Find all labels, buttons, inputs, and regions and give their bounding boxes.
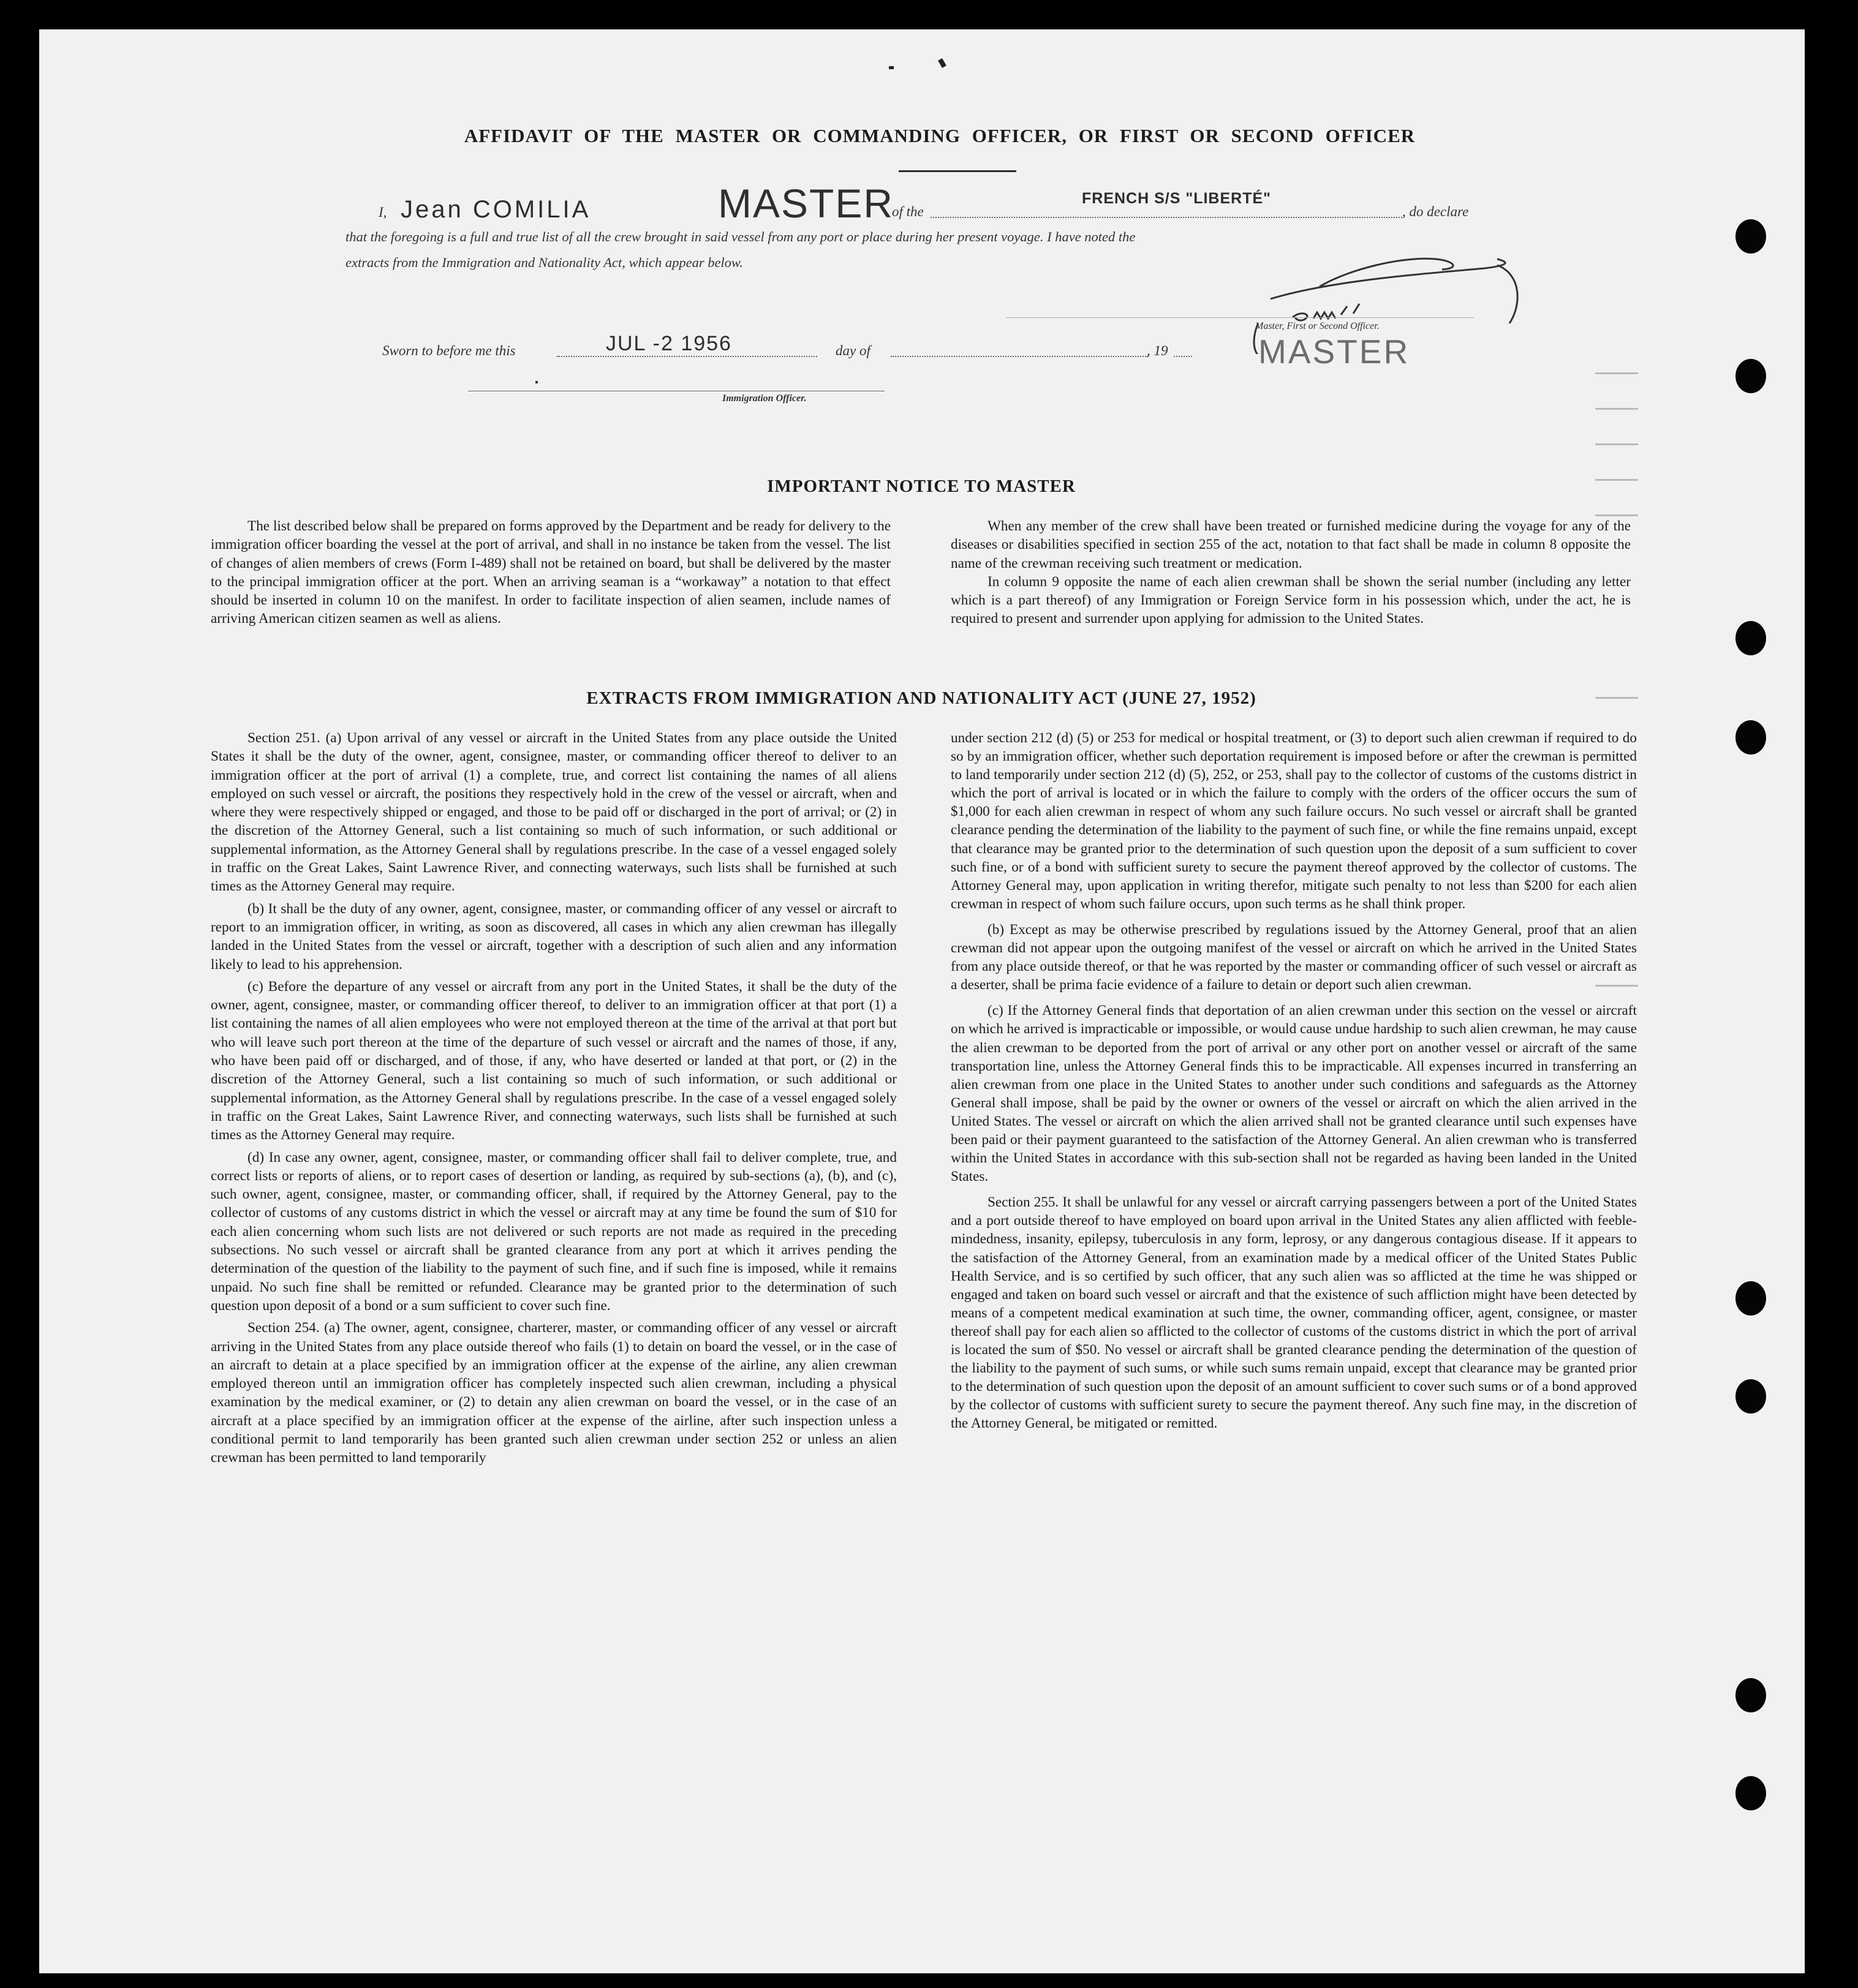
bleed-through-mark (1595, 443, 1638, 445)
bleed-through-mark (1595, 514, 1638, 516)
section-254b: (b) Except as may be otherwise prescribed by regulations issued by the Attorney General, proof that an alien crewman did not appear upon the outgoing manifest of the vessel or aircraft on which he arrived in the United States from any place outside thereof, or that he was reported by the master or commanding officer of such vessel or aircraft as a deserter, shall be prima facie evidence of a failure to detain or deport such alien crewman. (951, 921, 1637, 993)
vessel-name: FRENCH S/S "LIBERTÉ" (1082, 190, 1272, 207)
notice-right-paragraph-2: In column 9 opposite the name of each alien crewman shall be shown the serial number (including any letter which is a part thereof) of any Immigration or Foreign Service form in his possession which, under the act, he is required to present and surrender upon applying for admission to the United States. (951, 573, 1631, 627)
extracts-right-column (951, 729, 1637, 1433)
master-stamp: MASTER (1258, 333, 1410, 371)
officer-caption: Immigration Officer. (722, 393, 807, 404)
binder-hole (1735, 1776, 1766, 1810)
ink-speck (938, 58, 946, 68)
year-prefix: , 19 (1147, 343, 1168, 358)
bleed-through-mark (1595, 372, 1638, 374)
notice-left-column (211, 517, 891, 628)
of-the-label: of the (892, 204, 924, 219)
month-line (891, 356, 1148, 357)
master-title-handwritten: MASTER (718, 181, 894, 226)
bleed-through-mark (1595, 697, 1638, 699)
section-251a: Section 251. (a) Upon arrival of any vessel or aircraft in the United States from any place outside the United States it shall be the duty of the owner, agent, consignee, master, or commanding officer thereof to deliver to an immigration officer at the port of arrival (1) a complete, true, and correct list containing the names of all aliens employed on such vessel or aircraft, the positions they respectively hold in the crew of the vessel or aircraft, when and where they were respectively shipped or engaged, and those to be paid off or discharged in the port of arrival; or (2) in the discretion of the Attorney General, such a list containing so much of such information, or such additional or supplemental information, as the Attorney General shall by regulations prescribe. In the case of a vessel engaged solely in traffic on the Great Lakes, Saint Lawrence River, and connecting waterways, such lists shall be furnished at such times as the Attorney General may require. (211, 730, 897, 895)
title-rule (899, 170, 1016, 172)
master-name: Jean COMILIA (401, 196, 591, 223)
extracts-left-column (211, 729, 897, 1467)
extracts-heading: EXTRACTS FROM IMMIGRATION AND NATIONALITY ACT (JUNE 27, 1952) (586, 688, 1256, 708)
ink-speck (889, 66, 894, 69)
officer-signature-tick (535, 381, 538, 383)
bleed-through-mark (1595, 408, 1638, 410)
section-251c: (c) Before the departure of any vessel or aircraft from any port in the United States, it shall be the duty of the owner, agent, consignee, master, or commanding officer thereof, to deliver to an immigration officer at that port (1) a list containing the names of all alien employees who were not employed thereon at the time of the arrival at that port but who will leave such port thereon at the time of the departure of such vessel or aircraft and the names of those, if any, who have been paid off or discharged, and of those, if any, who have deserted or landed at that port, or (2) in the discretion of the Attorney General, such a list containing so much of such information, or such additional or supplemental information, as the Attorney General shall by regulations prescribe. In the case of a vessel engaged solely in traffic on the Great Lakes, Saint Lawrence River, and connecting waterways, such lists shall be furnished at such times as the Attorney General may require. (211, 978, 897, 1143)
section-254a-continued: under section 212 (d) (5) or 253 for medical or hospital treatment, or (3) to deport such alien crewman if required to do so by an immigration officer, whether such deportation requirement is imposed before or after the crewman is permitted to land temporarily under section 212 (d) (5), 252, or 253, shall pay to the collector of customs of the customs district in which the port of arrival is located or in which the failure to comply with the orders of the officer occurs the sum of $1,000 for each alien crewman in respect of whom any such failure occurs. No such vessel or aircraft shall be granted clearance pending the determination of the liability to the payment of such fine, or while the fine remains unpaid, except that clearance may be granted prior to the determination of such question upon the deposit of a sum sufficient to cover such fine, or of a bond with sufficient surety to secure the payment thereof approved by the collector of customs. The Attorney General may, upon application in writing therefor, mitigate such penalty to not less than $200 for each alien crewman in respect of whom such failure occurs, upon such terms as he shall think proper. (951, 730, 1637, 912)
do-declare-label: , do declare (1402, 204, 1469, 219)
sworn-prefix: Sworn to before me this (382, 343, 516, 358)
binder-hole (1735, 720, 1766, 755)
declaration-line-1: that the foregoing is a full and true list of all the crew brought in said vessel from any port or place during her present voyage. I have noted the (346, 229, 1136, 244)
affidavit-title: AFFIDAVIT OF THE MASTER OR COMMANDING OFFICER, OR FIRST OR SECOND OFFICER (464, 125, 1416, 146)
section-254c: (c) If the Attorney General finds that deportation of an alien crewman under this section on the vessel or aircraft on which he arrived is impracticable or impossible, or would cause undue hardship to such alien crewman, he may cause the alien crewman to be deported from the port of arrival or any other port on another vessel or aircraft of the same transportation line, unless the Attorney General finds this to be impracticable. All expenses incurred in transferring an alien crewman from one place in the United States to another under such conditions and safeguards as the Attorney General shall impose, shall be paid by the owner or owners of the vessel or aircraft on which the alien arrived in the United States. The vessel or aircraft on which the alien arrived shall not be granted clearance until such expenses have been paid or their payment guaranteed to the satisfaction of the Attorney General. An alien crewman who is transferred within the United States in accordance with this sub-section shall not be regarded as having been landed in the United States. (951, 1003, 1637, 1185)
section-251d: (d) In case any owner, agent, consignee, master, or commanding officer shall fail to deliver complete, true, and correct lists or reports of aliens, or to report cases of desertion or landing, as required by sub-sections (a), (b), and (c), such owner, agent, consignee, master, or commanding officer, shall, if required by the Attorney General, pay to the collector of customs of any customs district in which the vessel or aircraft may at any time be found the sum of $10 for each alien concerning whom such lists are not delivered or such reports are not made as required in the preceding subsections. No such vessel or aircraft shall be granted clearance from any port at which it arrives pending the determination of the question of the liability to the payment of such fine, and if such fine is imposed, while it remains unpaid. No such fine shall be remitted or refunded. Clearance may be granted prior to the determination of such question upon deposit of a bond or a sum sufficient to cover such fine. (211, 1149, 897, 1314)
sworn-date-line (557, 356, 817, 357)
binder-hole (1735, 1678, 1766, 1712)
bleed-through-mark (1595, 479, 1638, 481)
signature-caption: Master, First or Second Officer. (1255, 321, 1380, 331)
notice-left-paragraph: The list described below shall be prepared on forms approved by the Department and be ready for delivery to the immigration officer boarding the vessel at the port of arrival, and shall in no instance be taken from the vessel. The list of changes of alien members of crews (Form I-489) shall not be retained on board, but shall be delivered by the master to the principal immigration officer at the port. When an arriving seaman is a “workaway” a notation to that effect should be inserted in column 10 on the manifest. In order to facilitate inspection of alien seamen, include names of arriving American citizen seamen as well as aliens. (211, 518, 891, 627)
notice-heading: IMPORTANT NOTICE TO MASTER (767, 476, 1076, 496)
day-of-label: day of (836, 343, 870, 358)
year-line (1174, 356, 1192, 357)
i-prefix: I, (379, 205, 387, 220)
signature-line (1006, 317, 1475, 318)
binder-hole (1735, 621, 1766, 655)
document-page (39, 29, 1805, 1973)
binder-hole (1735, 1281, 1766, 1316)
vessel-line (931, 217, 1402, 218)
binder-hole (1735, 219, 1766, 254)
notice-right-paragraph-1: When any member of the crew shall have been treated or furnished medicine during the voyage for any of the diseases or disabilities specified in section 255 of the act, notation to that fact shall be made in column 8 opposite the name of the crewman receiving such treatment or medication. (951, 518, 1631, 571)
binder-hole (1735, 359, 1766, 393)
section-255: Section 255. It shall be unlawful for any vessel or aircraft carrying passengers between a port of the United States and a port outside thereof to have employed on board upon arrival in the United States any alien afflicted with feeble-mindedness, insanity, epilepsy, tuberculosis in any form, leprosy, or any dangerous contagious disease. If it appears to the satisfaction of the Attorney General, from an examination made by a medical officer of the United States Public Health Service, and is so certified by such officer, that any such alien was so afflicted at the time he was shipped or engaged and taken on board such vessel or aircraft and that the existence of such affliction might have been detected by means of a competent medical examination at such time, the owner, commanding officer, agent, consignee, or master thereof shall pay for each alien so afflicted to the collector of customs of the customs district in which the port of arrival is located the sum of $50. No vessel or aircraft shall be granted clearance pending the determination of the question of the liability to the payment of such sums, or while such sums remain unpaid, except that clearance may be granted prior to the determination of such question upon the deposit of an amount sufficient to cover such sums or of a bond approved by the collector of customs with sufficient surety to secure the payment thereof. Any such fine may, in the discretion of the Attorney General, be mitigated or remitted. (951, 1194, 1637, 1432)
section-254a: Section 254. (a) The owner, agent, consignee, charterer, master, or commanding officer of any vessel or aircraft arriving in the United States from any place outside thereof who fails (1) to detain on board the vessel, or in the case of an aircraft to detain at a place specified by an immigration officer at the expense of the airline, any alien crewman employed thereon until an immigration officer has completely inspected such alien crewman, including a physical examination by the medical examiner, or (2) to detain any alien crewman on board the vessel, or in the case of an aircraft at a place specified by an immigration officer at the expense of the airline, after such inspection unless a conditional permit to land temporarily has been granted such alien crewman under section 252 or unless an alien crewman has been permitted to land temporarily (211, 1320, 897, 1466)
notice-right-column (951, 517, 1631, 628)
binder-hole (1735, 1379, 1766, 1414)
section-251b: (b) It shall be the duty of any owner, agent, consignee, master, or commanding officer of any vessel or aircraft to report to an immigration officer, in writing, as soon as discovered, all cases in which any alien crewman has illegally landed in the United States from the vessel or aircraft, together with a description of such alien and any information likely to lead to his apprehension. (211, 900, 897, 973)
declaration-line-2: extracts from the Immigration and Nationality Act, which appear below. (346, 255, 743, 270)
sworn-date-stamp: JUL -2 1956 (606, 332, 732, 355)
